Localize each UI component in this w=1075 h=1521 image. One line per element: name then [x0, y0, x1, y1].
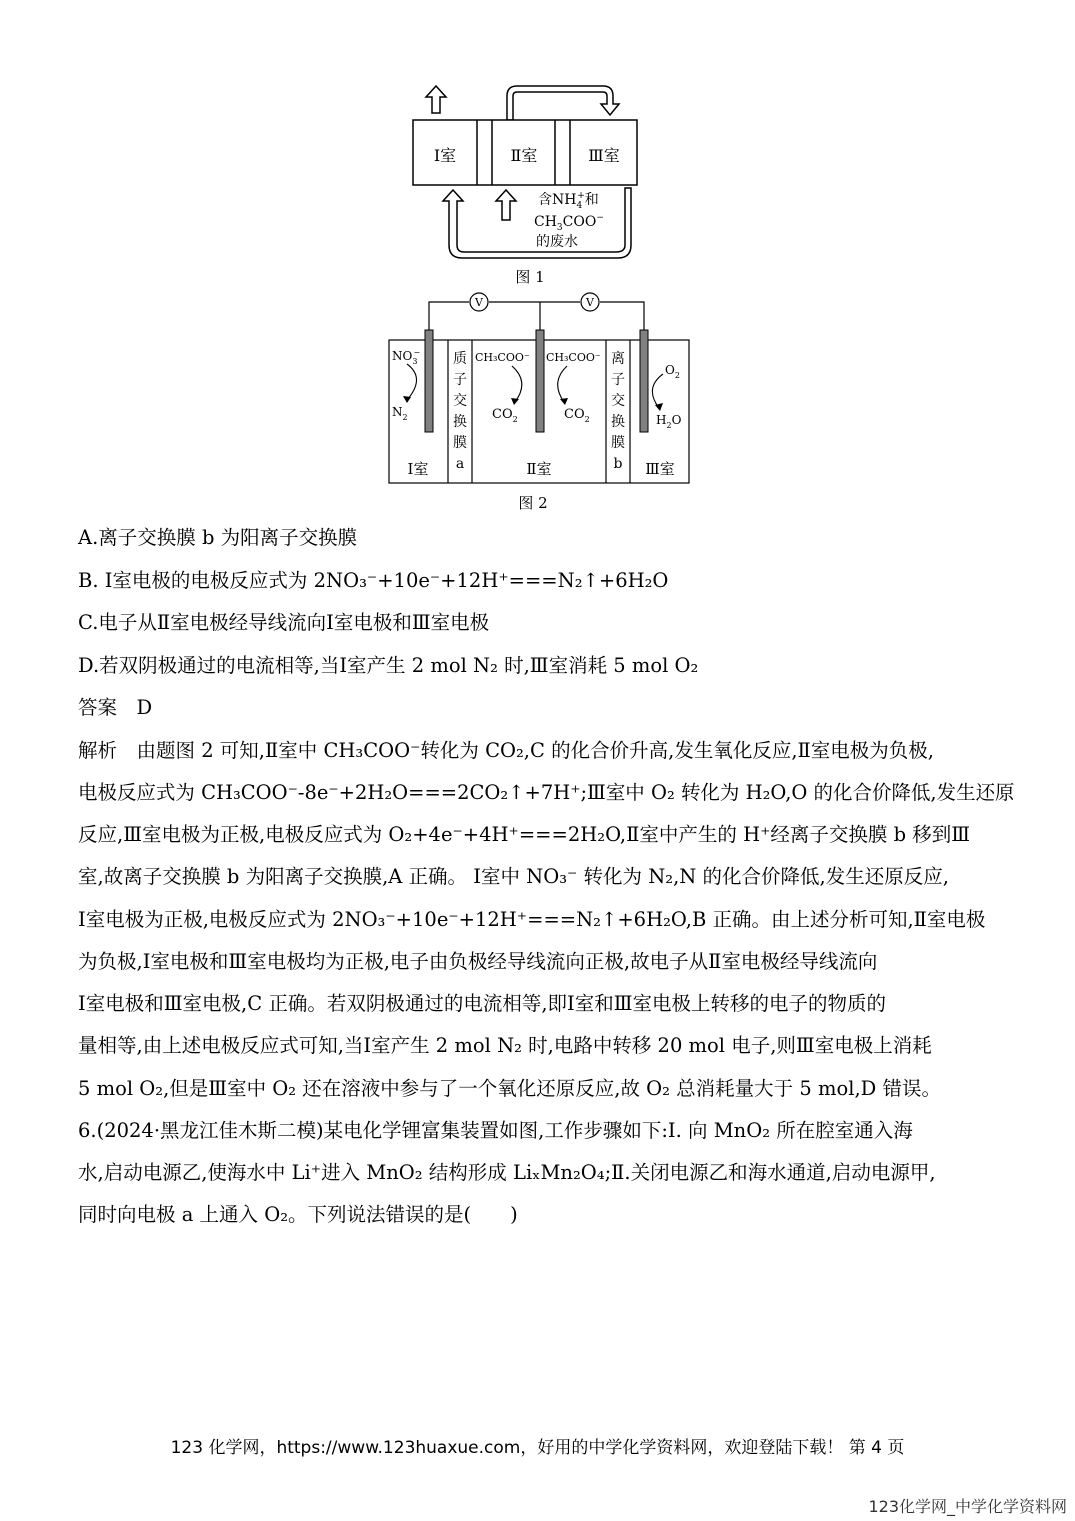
fig1-wastewater-line-3: 的废水	[536, 234, 578, 250]
fig2-co2-left-label: $CO_2$	[492, 407, 518, 424]
fig2-h2o-label: $H_2O$	[656, 413, 682, 430]
svg-text:离: 离	[611, 351, 625, 367]
electrode-chamber-1	[425, 330, 433, 432]
svg-text:交: 交	[453, 393, 467, 409]
analysis-line: 电极反应式为 CH₃COO⁻-8e⁻+2H₂O===2CO₂↑+7H⁺;Ⅲ室中 O₂ 转化为 H₂O,O 的化合价降低,发生还原	[78, 781, 1015, 804]
option-b: B. Ⅰ室电极的电极反应式为 2NO₃⁻+10e⁻+12H⁺===N₂↑+6H₂O	[78, 569, 669, 592]
inlet-arrow-icon	[496, 190, 516, 220]
svg-text:子: 子	[611, 372, 625, 388]
fig2-ch3coo-right-label: CH₃COO⁻	[546, 351, 601, 364]
analysis-line: 解析 由题图 2 可知,Ⅱ室中 CH₃COO⁻转化为 CO₂,C 的化合价升高,发生氧化反应,Ⅱ室电极为负极,	[78, 739, 934, 762]
fig2-o2-label: $O_2$	[665, 363, 680, 380]
fig2-chamber-2-label: Ⅱ室	[526, 460, 552, 478]
svg-text:交: 交	[611, 393, 625, 409]
question-6-line: 同时向电极 a 上通入 O₂。下列说法错误的是( )	[78, 1203, 518, 1226]
fig1-wastewater-line-1: 含$NH_4+$和	[538, 191, 599, 211]
option-a: A.离子交换膜 b 为阳离子交换膜	[78, 526, 358, 549]
question-6-line: 水,启动电源乙,使海水中 Li⁺进入 MnO₂ 结构形成 LiₓMn₂O₄;Ⅱ.关闭电源乙和海水通道,启动电源甲,	[78, 1161, 936, 1184]
analysis-line: 量相等,由上述电极反应式可知,当Ⅰ室产生 2 mol N₂ 时,电路中转移 20 mol 电子,则Ⅲ室电极上消耗	[78, 1034, 932, 1057]
analysis-line: 5 mol O₂,但是Ⅲ室中 O₂ 还在溶液中参与了一个氧化还原反应,故 O₂ 总消耗量大于 5 mol,D 错误。	[78, 1077, 941, 1100]
analysis-line: 反应,Ⅲ室电极为正极,电极反应式为 O₂+4e⁻+4H⁺===2H₂O,Ⅱ室中产生的 H⁺经离子交换膜 b 移到Ⅲ	[78, 823, 971, 846]
fig2-no3-label: $NO_3-$	[392, 348, 421, 366]
voltmeter-right-icon	[581, 293, 599, 311]
fig1-chamber-2-label: Ⅱ室	[510, 146, 538, 165]
page-footer: 123 化学网，https://www.123huaxue.com，好用的中学化学资料网，欢迎登陆下载！ 第 4 页	[170, 1438, 905, 1458]
fig2-co2-right-label: $CO_2$	[564, 407, 590, 424]
fig1-chamber-1-label: Ⅰ室	[433, 146, 457, 165]
analysis-line: Ⅰ室电极和Ⅲ室电极,C 正确。若双阴极通过的电流相等,即Ⅰ室和Ⅲ室电极上转移的电子的物质的	[78, 992, 887, 1015]
svg-text:V: V	[475, 296, 483, 309]
electrode-chamber-2	[536, 330, 544, 432]
svg-text:膜: 膜	[611, 435, 625, 451]
fig2-chamber-1-label: Ⅰ室	[407, 460, 429, 478]
fig1-wastewater-line-2: $CH_3COO^-$	[534, 213, 604, 233]
fig2-n2-label: $N_2$	[392, 405, 408, 422]
svg-text:换: 换	[611, 414, 625, 430]
outlet-arrow-icon	[426, 86, 446, 113]
question-6-line: 6.(2024·黑龙江佳木斯二模)某电化学锂富集装置如图,工作步骤如下:Ⅰ. 向 MnO₂ 所在腔室通入海	[78, 1119, 913, 1142]
figure-2-caption: 图 2	[518, 494, 548, 512]
analysis-line: 为负极,Ⅰ室电极和Ⅲ室电极均为正极,电子由负极经导线流向正极,故电子从Ⅱ室电极经导线流向	[78, 950, 878, 973]
figure-1-caption: 图 1	[515, 268, 545, 286]
electrode-chamber-3	[640, 330, 648, 432]
answer: 答案 D	[78, 696, 153, 719]
fig1-chamber-3-label: Ⅲ室	[588, 146, 620, 165]
analysis-line: Ⅰ室电极为正极,电极反应式为 2NO₃⁻+10e⁻+12H⁺===N₂↑+6H₂O,B 正确。由上述分析可知,Ⅱ室电极	[78, 908, 986, 931]
fig2-ch3coo-left-label: CH₃COO⁻	[475, 351, 530, 364]
recirculation-arrow-icon	[507, 86, 619, 120]
option-d: D.若双阴极通过的电流相等,当Ⅰ室产生 2 mol N₂ 时,Ⅲ室消耗 5 mol O₂	[78, 654, 699, 677]
svg-text:a: a	[455, 456, 465, 472]
figure-2	[380, 288, 700, 488]
option-c: C.电子从Ⅱ室电极经导线流向Ⅰ室电极和Ⅲ室电极	[78, 611, 490, 634]
svg-text:质: 质	[453, 351, 467, 367]
figure-1	[400, 80, 660, 265]
svg-text:V: V	[586, 296, 594, 309]
analysis-line: 室,故离子交换膜 b 为阳离子交换膜,A 正确。 Ⅰ室中 NO₃⁻ 转化为 N₂,N 的化合价降低,发生还原反应,	[78, 865, 949, 888]
svg-text:b: b	[613, 456, 623, 472]
voltmeter-left-icon	[470, 293, 488, 311]
svg-text:换: 换	[453, 414, 467, 430]
site-watermark: 123化学网_中学化学资料网	[868, 1497, 1067, 1516]
fig2-chamber-3-label: Ⅲ室	[645, 460, 675, 478]
svg-text:膜: 膜	[453, 435, 467, 451]
svg-text:子: 子	[453, 372, 467, 388]
